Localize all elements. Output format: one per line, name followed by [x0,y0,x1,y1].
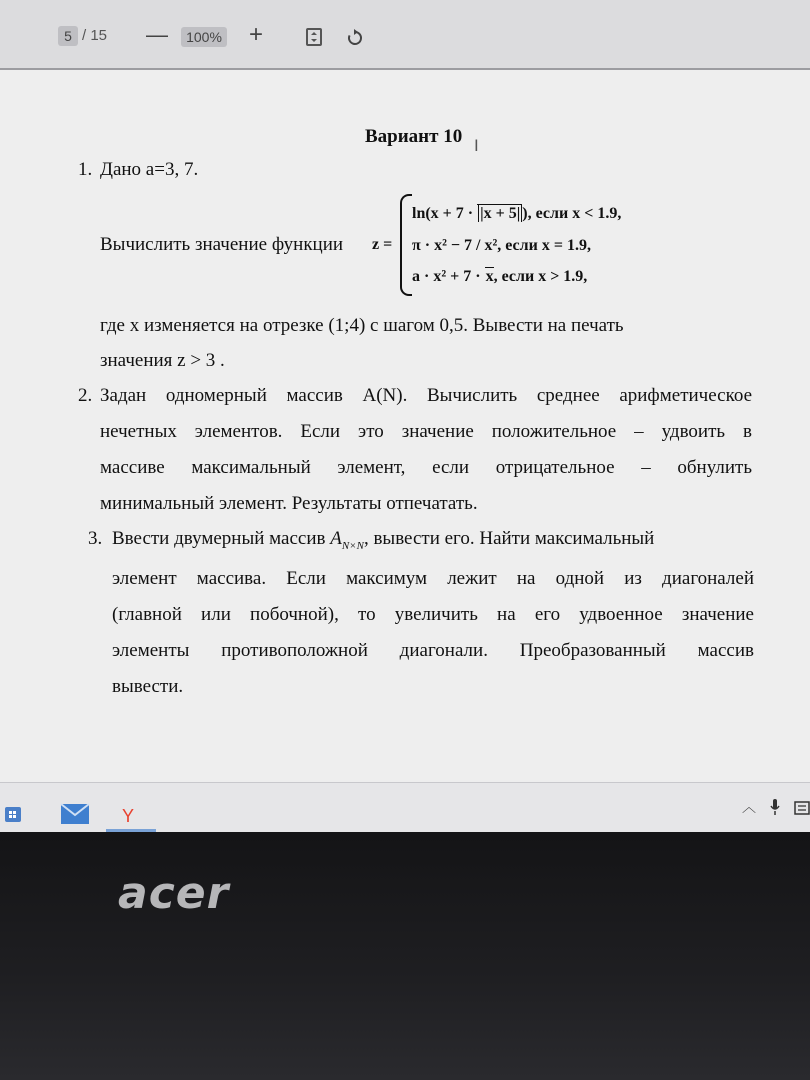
variant-title: Вариант 10 [365,126,463,147]
task2-line-1: Задан одномерный массив A(N). Вычислить среднее арифметическое [100,385,752,406]
case-3: a · x² + 7 · x, если x > 1.9, [412,268,588,285]
task1-where-line: где x изменяется на отрезке (1;4) с шагом 0,5. Вывести на печать [100,315,624,336]
task3-line-3: (главной или побочной), то увеличить на его удвоенное значение [112,604,754,625]
fit-page-icon[interactable] [306,28,322,46]
task2-line-4: минимальный элемент. Результаты отпечатать. [100,493,478,514]
task1-values-line: значения z > 3 . [100,350,225,371]
microphone-icon[interactable] [770,798,780,816]
task3-line-2: элемент массива. Если максимум лежит на одной из диагоналей [112,568,754,589]
task1-number: 1. [78,159,93,180]
task1-given: Дано a=3, 7. [100,159,199,180]
task3-line-1: Ввести двумерный массив $A_{N\times N}$, вывести его. Найти максимальный [112,528,655,552]
task1-compute-label: Вычислить значение функции [100,234,344,255]
notification-icon[interactable] [794,801,810,815]
taskbar [0,782,810,833]
mail-icon[interactable] [60,803,90,825]
rotate-icon[interactable] [346,29,364,47]
task2-number: 2. [78,385,93,406]
zoom-level-field[interactable]: 100% [181,27,227,47]
case-2: π · x² − 7 / x², если x = 1.9, [412,237,591,254]
pdf-toolbar [0,0,810,70]
chevron-up-icon[interactable]: ︿ [742,800,756,816]
task2-line-3: массиве максимальный элемент, если отрицательное – обнулить [100,457,752,478]
z-equals: z = [372,236,393,253]
task3-line-4: элементы противоположной диагонали. Преобразованный массив [112,640,754,661]
piecewise-brace [400,194,412,296]
case-1: ln(x + 7 · |x + 5| ), если x < 1.9, [412,205,622,222]
page-total-label: / 15 [82,27,108,44]
document-page [0,70,810,782]
page-number-input[interactable]: 5 [58,26,78,46]
zoom-out-button[interactable]: — [146,22,168,47]
task2-line-2: нечетных элементов. Если это значение положительное – удвоить в [100,421,752,442]
yandex-browser-icon[interactable] [118,805,138,825]
store-icon[interactable] [4,803,22,823]
text-cursor-icon: I [474,136,479,155]
task3-line-5: вывести. [112,676,184,697]
task3-number: 3. [88,528,103,549]
zoom-in-button[interactable]: + [248,21,263,48]
acer-logo: acer [118,868,230,919]
svg-text:Y: Y [121,806,135,825]
